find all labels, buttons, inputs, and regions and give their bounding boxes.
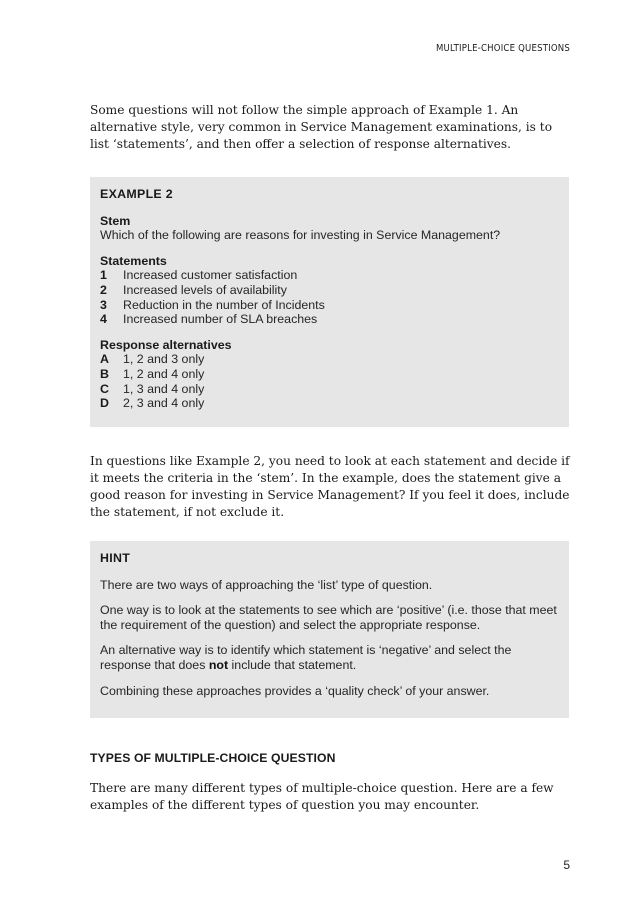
stem-label: Stem [100,213,131,228]
statement-number: 1 [100,268,107,283]
statement-item [100,283,559,298]
statement-text: Increased customer satisfaction [123,268,298,283]
response-item [100,382,559,397]
responses-label: Response alternatives [100,337,232,352]
statement-text: Reduction in the number of Incidents [123,297,325,312]
stem-text: Which of the following are reasons for investing in Service Management? [100,228,501,243]
statements-block [100,254,559,327]
hint-text: include that statement. [228,657,357,672]
statement-text: Increased number of SLA breaches [123,312,318,327]
statement-number: 2 [100,282,107,297]
response-letter: A [100,352,109,367]
statement-text: Increased levels of availability [123,282,287,297]
response-text: 1, 2 and 3 only [123,352,205,367]
example-title: EXAMPLE 2 [100,187,173,201]
statement-item [100,312,559,327]
response-item [100,367,559,382]
statements-label: Statements [100,253,167,268]
example-box [90,177,569,427]
hint-text: An alternative way is to identify which statement is ‘negative’ and select the response that does [100,643,512,672]
hint-paragraph: One way is to look at the statements to see which are ‘positive’ (i.e. those that meet the requirement of the question) and select the appropriate response. [100,603,557,632]
intro-paragraph: Some questions will not follow the simple approach of Example 1. An alternative style, very common in Service Management examinations, is to list ‘statements’, and then offer a selection of response alternatives. [90,103,553,151]
hint-emphasis: not [208,657,229,672]
hint-paragraph [100,643,559,672]
response-letter: C [100,381,109,396]
statement-number: 4 [100,312,107,327]
hint-box [90,541,569,718]
response-item [100,396,559,411]
response-text: 2, 3 and 4 only [123,396,205,411]
statement-item [100,268,559,283]
statement-item [100,298,559,313]
statement-number: 3 [100,297,107,312]
section-paragraph: There are many different types of multiple-choice question. Here are a few examples of the different types of question you may encounter. [90,781,554,812]
response-text: 1, 3 and 4 only [123,381,205,396]
stem-block [100,214,559,243]
response-letter: B [100,366,109,381]
response-text: 1, 2 and 4 only [123,366,205,381]
responses-block [100,338,559,411]
explanation-paragraph: In questions like Example 2, you need to look at each statement and decide if it meets the criteria in the ‘stem’. In the example, does the statement give a good reason for investing in Service Management? If you feel it does, include the statement, if not exclude it. [90,454,570,519]
page-number: 5 [563,858,570,872]
response-letter: D [100,396,109,411]
hint-paragraph: Combining these approaches provides a ‘quality check’ of your answer. [100,683,490,698]
section-heading: TYPES OF MULTIPLE-CHOICE QUESTION [90,751,336,765]
hint-title: HINT [100,551,131,565]
running-head: MULTIPLE-CHOICE QUESTIONS [435,43,570,54]
hint-paragraph: There are two ways of approaching the ‘list’ type of question. [100,577,433,592]
response-item [100,352,559,367]
